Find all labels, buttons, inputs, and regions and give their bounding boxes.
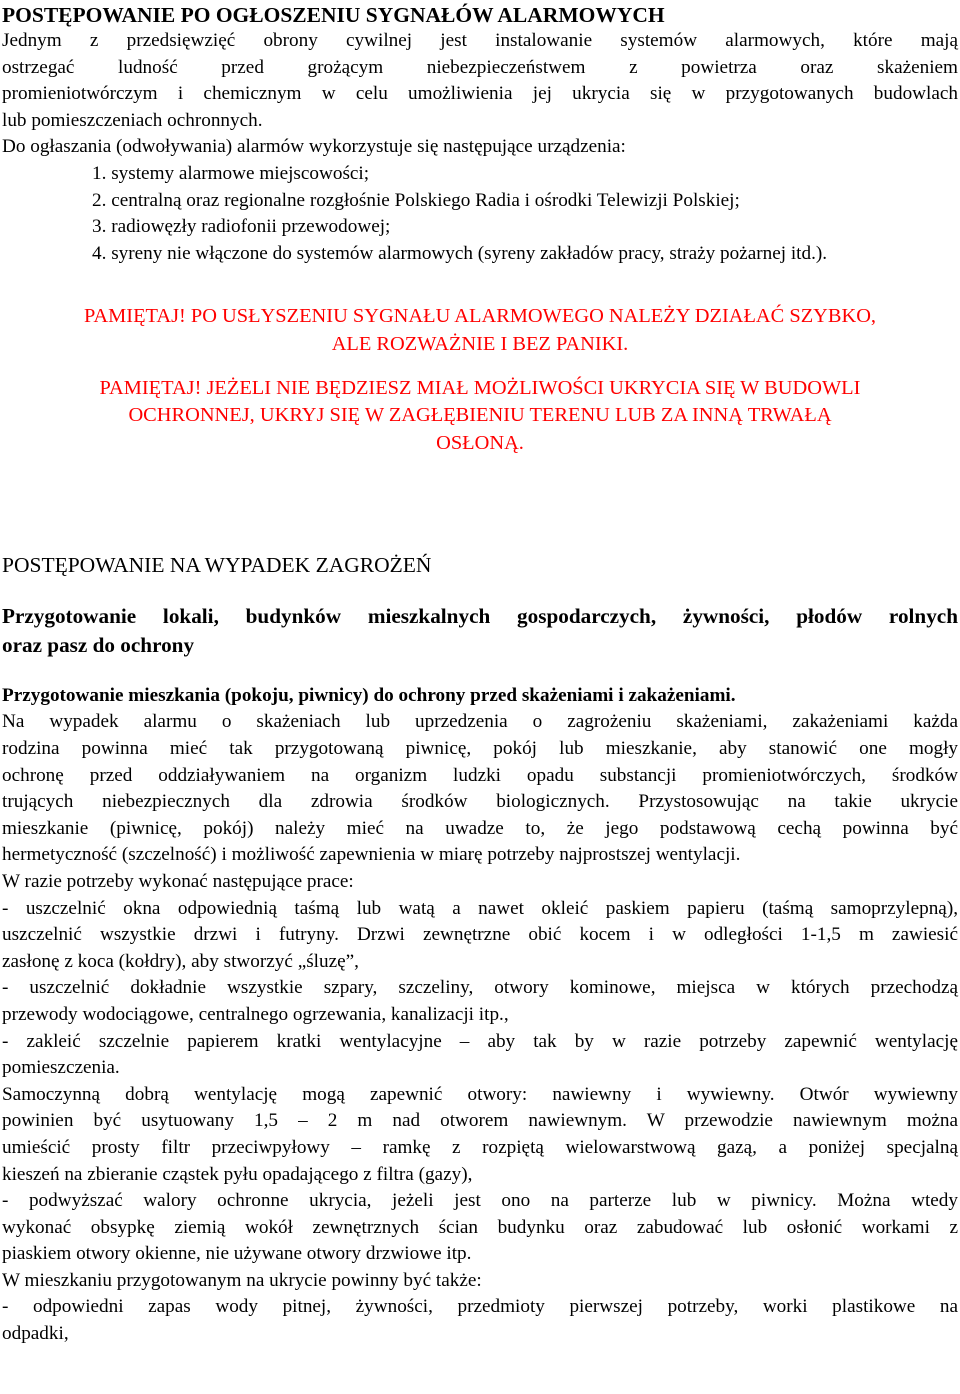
body-line: - podwyższać walory ochronne ukrycia, jeżeli jest ono na parterze lub w piwnicy. Można wtedy bbox=[2, 1190, 958, 1212]
body-line: umieścić prosty filtr przeciwpyłowy – ramkę z rozpiętą wielowarstwową gazą, a poniżej specjalną bbox=[2, 1136, 958, 1158]
notice-line: OSŁONĄ. bbox=[436, 431, 524, 454]
section-title: POSTĘPOWANIE NA WYPADEK ZAGROŻEŃ bbox=[2, 552, 432, 577]
body-line: odpadki, bbox=[2, 1323, 69, 1345]
body-line: W razie potrzeby wykonać następujące prace: bbox=[2, 870, 354, 892]
notice-line: PAMIĘTAJ! PO USŁYSZENIU SYGNAŁU ALARMOWEGO NALEŻY DZIAŁAĆ SZYBKO, bbox=[83, 305, 877, 328]
body-line: - uszczelnić okna odpowiednią taśmą lub watą a nawet okleić paskiem papieru (taśmą samoprzylepną), bbox=[2, 897, 958, 919]
body-line: - uszczelnić dokładnie wszystkie szpary, szczeliny, otwory kominowe, miejsca w których przechodzą bbox=[2, 977, 958, 999]
device-list-item: 3. radiowęzły radiofonii przewodowej; bbox=[92, 216, 391, 238]
device-list-item: 1. systemy alarmowe miejscowości; bbox=[92, 162, 370, 184]
body-line: Samoczynną dobrą wentylację mogą zapewnić otwory: nawiewny i wywiewny. Otwór wywiewny bbox=[2, 1083, 958, 1105]
body-line: kieszeń na zbieranie cząstek pyłu opadającego z filtra (gazy), bbox=[2, 1163, 473, 1185]
warning-notice-stay-calm bbox=[2, 303, 958, 358]
document-page bbox=[2, 0, 958, 1348]
body-line: przewody wodociągowe, centralnego ogrzewania, kanalizacji itp., bbox=[2, 1003, 509, 1025]
body-line: wykonać obsypkę ziemią wokół zewnętrznych ścian budynku oraz zabudować lub osłonić workami z bbox=[2, 1216, 958, 1238]
subsection-title-line: Przygotowanie lokali, budynków mieszkalnych gospodarczych, żywności, płodów rolnych bbox=[2, 603, 958, 628]
body-line: ochronę przed oddziaływaniem na organizm ludzki opadu substancji promieniotwórczych, środków bbox=[2, 764, 958, 786]
body-line: uszczelnić wszystkie drzwi i futryny. Drzwi zewnętrzne obić kocem i w odległości 1-1,5 m zawiesić bbox=[2, 924, 958, 946]
device-list-item: 4. syreny nie włączone do systemów alarmowych (syreny zakładów pracy, straży pożarnej itd.). bbox=[92, 242, 828, 264]
body-line: pomieszczenia. bbox=[2, 1057, 120, 1079]
body-text bbox=[2, 709, 958, 1347]
body-line: rodzina powinna mieć tak przygotowaną piwnicę, pokój lub mieszkanie, aby stanowić one mogły bbox=[2, 738, 958, 760]
subsection-title-line: oraz pasz do ochrony bbox=[2, 632, 195, 657]
warning-notice-take-cover bbox=[2, 375, 958, 457]
notice-line: PAMIĘTAJ! JEŻELI NIE BĘDZIESZ MIAŁ MOŻLIWOŚCI UKRYCIA SIĘ W BUDOWLI bbox=[99, 376, 861, 399]
body-line: trujących niebezpiecznych dla zdrowia środków biologicznych. Przystosowując na takie ukrycie bbox=[2, 791, 958, 813]
body-line: piaskiem otwory okienne, nie używane otwory drzwiowe itp. bbox=[2, 1243, 472, 1265]
body-line: W mieszkaniu przygotowanym na ukrycie powinny być także: bbox=[2, 1269, 482, 1291]
intro-line: promieniotwórczym i chemicznym w celu umożliwienia jej ukrycia się w przygotowanych budowlach bbox=[2, 83, 958, 105]
body-line: mieszkanie (piwnicę, pokój) należy mieć na uwadze to, że jego podstawową cechą powinna być bbox=[2, 817, 958, 839]
intro-line: Jednym z przedsięwzięć obrony cywilnej jest instalowanie systemów alarmowych, które mają bbox=[2, 30, 958, 51]
body-line: - odpowiedni zapas wody pitnej, żywności, przedmioty pierwszej potrzeby, worki plastikowe na bbox=[2, 1296, 958, 1318]
intro-paragraph bbox=[2, 28, 958, 161]
body-line: zasłonę z koca (kołdry), aby stworzyć „śluzę”, bbox=[2, 950, 359, 972]
body-line: hermetyczność (szczelność) i możliwość zapewnienia w miarę potrzeby najprostszej wentylacji. bbox=[2, 844, 741, 866]
notice-line: ALE ROZWAŻNIE I BEZ PANIKI. bbox=[331, 332, 629, 355]
intro-line: ostrzegać ludność przed grożącym niebezpieczeństwem z powietrza oraz skażeniem bbox=[2, 56, 958, 78]
body-line: powinien być usytuowany 1,5 – 2 m nad otworem nawiewnym. W przewodzie nawiewnym można bbox=[2, 1110, 958, 1132]
body-line: - zakleić szczelnie papierem kratki wentylacyjne – aby tak by w razie potrzeby zapewnić wentylację bbox=[2, 1030, 958, 1052]
intro-line: Do ogłaszania (odwoływania) alarmów wykorzystuje się następujące urządzenia: bbox=[2, 136, 626, 158]
subsection-title bbox=[2, 602, 958, 660]
device-list-item: 2. centralną oraz regionalne rozgłośnie Polskiego Radia i ośrodki Telewizji Polskiej; bbox=[92, 189, 740, 211]
notice-line: OCHRONNEJ, UKRYJ SIĘ W ZAGŁĘBIENIU TERENU LUB ZA INNĄ TRWAŁĄ bbox=[128, 404, 832, 427]
sub-heading: Przygotowanie mieszkania (pokoju, piwnicy) do ochrony przed skażeniami i zakażeniami. bbox=[2, 684, 736, 706]
intro-line: lub pomieszczeniach ochronnych. bbox=[2, 109, 263, 131]
alarm-devices-list bbox=[2, 161, 958, 267]
document-title: POSTĘPOWANIE PO OGŁOSZENIU SYGNAŁÓW ALARMOWYCH bbox=[2, 3, 665, 27]
body-line: Na wypadek alarmu o skażeniach lub uprzedzenia o zagrożeniu skażeniami, zakażeniami każda bbox=[2, 711, 958, 733]
